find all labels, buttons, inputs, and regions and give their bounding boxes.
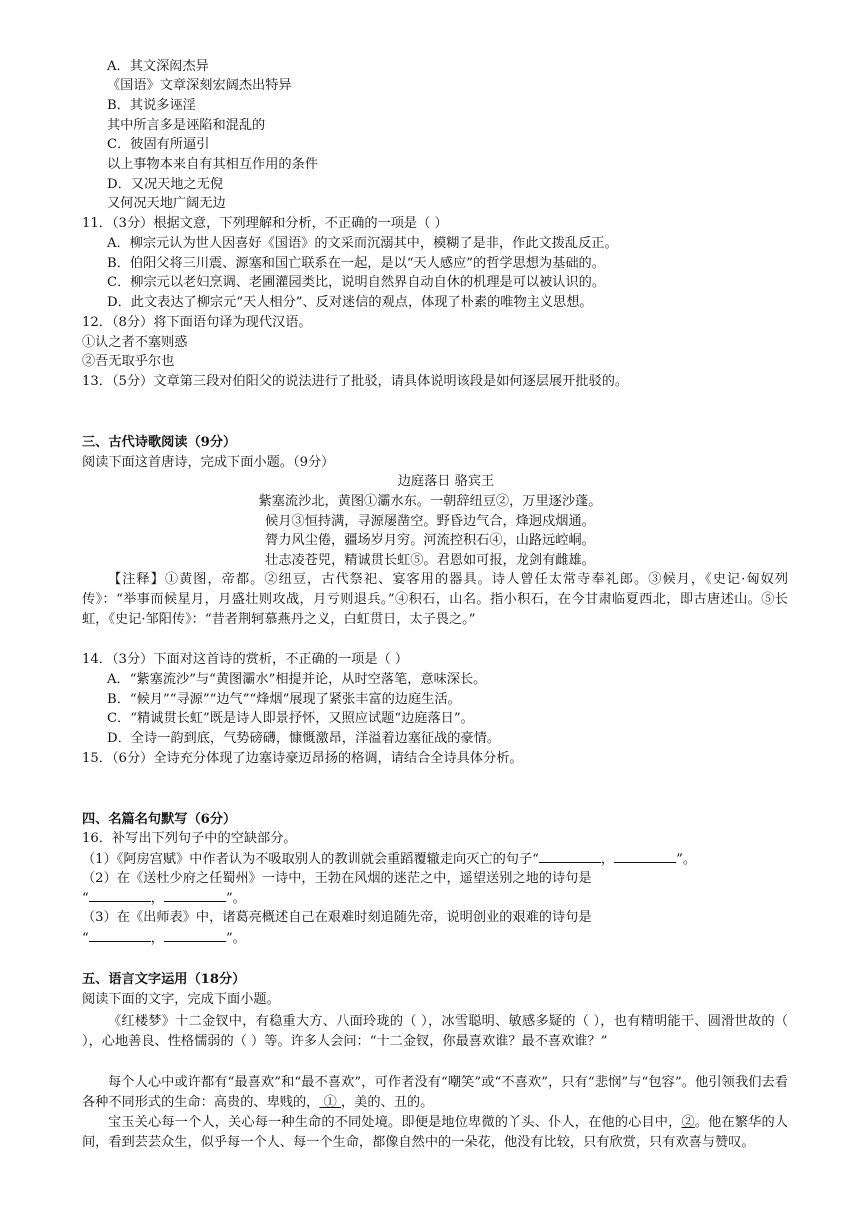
answer-blank[interactable] — [614, 849, 676, 863]
poem-notes: 【注释】①黄图，帝都。②纽豆，古代祭祀、宴客用的器具。诗人曾任太常寺奉礼郎。③候月，《史记·匈奴列传》：“举事而候星月，月盛壮则攻战，月亏则退兵。”④积石，山名。指小积石，在今甘肃临夏西北，即古唐述山。⑤长虹，《史记·邹阳传》：“昔者荆轲慕燕丹之义，白虹贯日，太子畏之。” — [82, 572, 788, 627]
poem-line-2: 候月③恒持满，寻源屡凿空。野昏边气合，烽迥戍烟通。 — [265, 514, 595, 529]
blank-marker-1: ① — [319, 1095, 341, 1110]
q14-option-a: A．“紫塞流沙”与“黄图灞水”相提并论，从时空落笔，意味深长。 — [107, 672, 487, 687]
q16-item-1: （1）《阿房宫赋》中作者认为不吸取别人的教训就会重蹈覆辙走向灭亡的句子“ ， ”。 — [82, 849, 696, 869]
answer-blank[interactable] — [164, 888, 226, 902]
q16-item-3-blanks: “ ， ”。 — [82, 928, 246, 948]
q10-option-c-translation: 以上事物本来自有其相互作用的条件 — [107, 157, 318, 172]
section-5-heading: 五、语言文字运用（18分） — [82, 972, 246, 987]
section-3-intro: 阅读下面这首唐诗，完成下面小题。（9分） — [82, 455, 335, 470]
q12-stem: 12．（8分）将下面语句译为现代汉语。 — [82, 315, 312, 330]
q11-option-d: D．此文表达了柳宗元“天人相分”、反对迷信的观点，体现了朴素的唯物主义思想。 — [107, 295, 593, 310]
q16-item-3: （3）在《出师表》中，诸葛亮概述自己在艰难时刻追随先帝，说明创业的艰难的诗句是 — [82, 910, 592, 925]
q10-option-d-translation: 又何况天地广阔无边 — [107, 196, 226, 211]
q11-option-b: B．伯阳父将三川震、源塞和国亡联系在一起，是以“天人感应”的哲学思想为基础的。 — [107, 256, 605, 271]
passage-paragraph-3: 宝玉关心每一个人，关心每一种生命的不同处境。即便是地位卑微的丫头、仆人，在他的心目中，②。他在繁华的人间，看到芸芸众生，似乎每一个人、每一个生命，都像自然中的一朵花，他没有比较，只有欣赏，只有欢喜与赞叹。 — [82, 1115, 789, 1150]
passage-paragraph-2: 每个人心中或许都有“最喜欢”和“最不喜欢”，可作者没有“嘲笑”或“不喜欢”，只有“悲悯”与“包容”。他引领我们去看各种不同形式的生命：高贵的、卑贱的， ① ，美的、丑的。 — [82, 1075, 788, 1110]
q14-option-d: D．全诗一韵到底，气势磅礴，慷慨激昂，洋溢着边塞征战的豪情。 — [107, 731, 501, 746]
q12-item-1: ①认之者不塞则惑 — [82, 335, 188, 350]
answer-blank[interactable] — [539, 849, 601, 863]
section-3-heading: 三、古代诗歌阅读（9分） — [82, 435, 237, 450]
passage-paragraph-1: 《红楼梦》十二金钗中，有稳重大方、八面玲珑的（ ），冰雪聪明、敏感多疑的（ ），也有精明能干、圆滑世故的（ ），心地善良、性格懦弱的（ ）等。许多人会问：“十二金钗，你最喜欢谁？最不喜欢谁？” — [82, 1014, 788, 1049]
q16-stem: 16．补写出下列句子中的空缺部分。 — [82, 831, 297, 846]
poem-line-3: 膂力风尘倦，疆场岁月穷。河流控积石④，山路远崆峒。 — [265, 533, 595, 548]
q16-item-2-blanks: “ ， ”。 — [82, 888, 246, 908]
q12-item-2: ②吾无取乎尔也 — [82, 354, 175, 369]
q11-stem: 11．（3分）根据文意，下列理解和分析，不正确的一项是（ ） — [82, 216, 448, 231]
q14-option-b: B．“候月”“寻源”“边气”“烽烟”展现了紧张丰富的边庭生活。 — [107, 692, 461, 707]
q13-stem: 13．（5分）文章第三段对伯阳父的说法进行了批驳，请具体说明该段是如何逐层展开批驳的。 — [82, 374, 629, 389]
q14-option-c: C．“精诚贯长虹”既是诗人即景抒怀，又照应试题“边庭落日”。 — [107, 711, 474, 726]
q10-option-a: A．其文深闳杰异 — [107, 59, 209, 74]
poem-line-1: 紫塞流沙北，黄图①灞水东。一朝辞纽豆②，万里逐沙蓬。 — [258, 494, 602, 509]
q11-option-a: A．柳宗元认为世人因喜好《国语》的文采而沉溺其中，模糊了是非，作此文拨乱反正。 — [107, 236, 618, 251]
q15-stem: 15．（6分）全诗充分体现了边塞诗豪迈昂扬的格调，请结合全诗具体分析。 — [82, 751, 523, 766]
q10-option-b: B．其说多诬淫 — [107, 98, 196, 113]
q10-option-c: C．彼固有所逼引 — [107, 137, 210, 152]
poem-line-4: 壮志凌苍兕，精诚贯长虹⑤。君恩如可报，龙剑有雌雄。 — [265, 553, 595, 568]
answer-blank[interactable] — [89, 928, 151, 942]
answer-blank[interactable] — [89, 888, 151, 902]
answer-blank[interactable] — [164, 928, 226, 942]
section-5-intro: 阅读下面的文字，完成下面小题。 — [82, 992, 280, 1007]
section-4-heading: 四、名篇名句默写（6分） — [82, 812, 237, 827]
q10-option-b-translation: 其中所言多是诬陷和混乱的 — [107, 118, 266, 133]
poem-title: 边庭落日 骆宾王 — [397, 474, 495, 489]
q10-option-a-translation: 《国语》文章深刻宏阔杰出特异 — [107, 78, 292, 93]
q14-stem: 14．（3分）下面对这首诗的赏析，不正确的一项是（ ） — [82, 652, 409, 667]
blank-marker-2: ② — [681, 1115, 695, 1130]
q11-option-c: C．柳宗元以老妇烹调、老圃灌园类比，说明自然界自动自休的机理是可以被认识的。 — [107, 275, 606, 290]
q10-option-d: D．又况天地之无倪 — [107, 177, 224, 192]
q16-item-2: （2）在《送杜少府之任蜀州》一诗中，王勃在风烟的迷茫之中，遥望送别之地的诗句是 — [82, 871, 592, 886]
